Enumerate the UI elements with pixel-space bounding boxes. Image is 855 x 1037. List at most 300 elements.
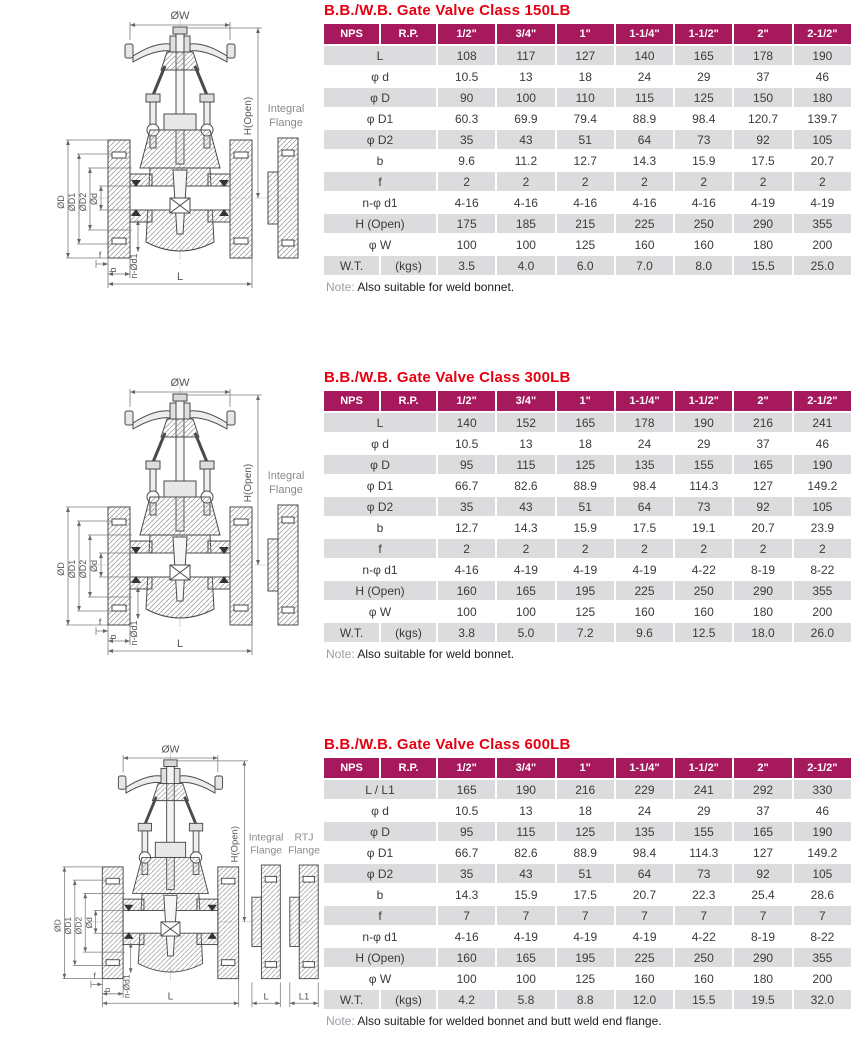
spec-row bbox=[324, 969, 851, 988]
spec-value: 355 bbox=[794, 581, 851, 600]
integral-flange-label-line2: Flange bbox=[250, 845, 283, 857]
spec-value: 160 bbox=[675, 235, 732, 254]
row-label: W.T. bbox=[324, 256, 379, 275]
spec-table-150lb bbox=[322, 22, 853, 277]
col-header-nps: NPS bbox=[324, 24, 379, 44]
spec-row bbox=[324, 602, 851, 621]
spec-value: 4-16 bbox=[616, 193, 673, 212]
row-label: L bbox=[324, 413, 436, 432]
spec-value: 4-22 bbox=[675, 560, 732, 579]
spec-row bbox=[324, 801, 851, 820]
spec-value: 120.7 bbox=[734, 109, 791, 128]
integral-flange-label-line2: Flange bbox=[269, 117, 303, 129]
spec-value: 2 bbox=[616, 172, 673, 191]
spec-value: 95 bbox=[438, 455, 495, 474]
spec-value: 19.5 bbox=[734, 990, 791, 1009]
spec-value: 100 bbox=[438, 602, 495, 621]
dim-label-nod1: n-Ød1 bbox=[129, 253, 139, 279]
dim-label-od2: ØD2 bbox=[78, 559, 88, 579]
row-label: L / L1 bbox=[324, 780, 436, 799]
spec-value: 160 bbox=[616, 235, 673, 254]
col-header-size: 3/4" bbox=[497, 391, 554, 411]
rtj-flange-view bbox=[290, 865, 318, 979]
spec-value: 14.3 bbox=[616, 151, 673, 170]
spec-value: 13 bbox=[497, 434, 554, 453]
spec-value: 4-19 bbox=[557, 560, 614, 579]
spec-value: 92 bbox=[734, 130, 791, 149]
spec-value: 160 bbox=[438, 581, 495, 600]
spec-value: 250 bbox=[675, 948, 732, 967]
spec-value: 135 bbox=[616, 455, 673, 474]
spec-value: 15.9 bbox=[497, 885, 554, 904]
spec-row bbox=[324, 822, 851, 841]
spec-row bbox=[324, 455, 851, 474]
dim-label-f: f bbox=[93, 970, 96, 981]
row-label: W.T. bbox=[324, 990, 379, 1009]
spec-value: 125 bbox=[675, 88, 732, 107]
row-label: φ d bbox=[324, 801, 436, 820]
spec-value: 79.4 bbox=[557, 109, 614, 128]
spec-value: 4.2 bbox=[438, 990, 495, 1009]
dim-label-l: L bbox=[167, 991, 174, 1003]
spec-value: 4.0 bbox=[497, 256, 554, 275]
spec-value: 4-19 bbox=[497, 927, 554, 946]
spec-value: 125 bbox=[557, 455, 614, 474]
spec-value: 26.0 bbox=[794, 623, 851, 642]
spec-row bbox=[324, 214, 851, 233]
spec-row bbox=[324, 539, 851, 558]
spec-value: 7 bbox=[675, 906, 732, 925]
dim-label-l1-rtj: L1 bbox=[298, 991, 310, 1003]
spec-value: 2 bbox=[734, 172, 791, 191]
spec-value: 250 bbox=[675, 581, 732, 600]
dim-label-od2: ØD2 bbox=[78, 192, 88, 212]
spec-value: 165 bbox=[675, 46, 732, 65]
spec-value: 216 bbox=[557, 780, 614, 799]
spec-value: 125 bbox=[557, 822, 614, 841]
spec-table-header-row bbox=[324, 391, 851, 411]
spec-value: 4-19 bbox=[616, 927, 673, 946]
spec-value: 160 bbox=[438, 948, 495, 967]
spec-value: 100 bbox=[497, 602, 554, 621]
valve-assembly bbox=[63, 749, 254, 1007]
note-label: Note: bbox=[326, 647, 355, 661]
spec-value: 155 bbox=[675, 822, 732, 841]
spec-value: 216 bbox=[734, 413, 791, 432]
spec-value: 15.5 bbox=[675, 990, 732, 1009]
spec-value: 100 bbox=[497, 88, 554, 107]
spec-value: 23.9 bbox=[794, 518, 851, 537]
spec-value: 15.9 bbox=[557, 518, 614, 537]
spec-value: 8.8 bbox=[557, 990, 614, 1009]
spec-row bbox=[324, 413, 851, 432]
spec-value: 178 bbox=[616, 413, 673, 432]
spec-value: 127 bbox=[734, 843, 791, 862]
integral-flange-label-line2: Flange bbox=[269, 484, 303, 496]
spec-value: 37 bbox=[734, 801, 791, 820]
spec-row bbox=[324, 581, 851, 600]
spec-value: 114.3 bbox=[675, 476, 732, 495]
spec-value: 10.5 bbox=[438, 434, 495, 453]
spec-row bbox=[324, 172, 851, 191]
spec-value: 155 bbox=[675, 455, 732, 474]
dim-label-odsmall: Ød bbox=[89, 192, 99, 206]
spec-value: 4-16 bbox=[438, 560, 495, 579]
spec-value: 35 bbox=[438, 864, 495, 883]
spec-value: 2 bbox=[438, 539, 495, 558]
col-header-size: 3/4" bbox=[497, 24, 554, 44]
spec-value: 7 bbox=[734, 906, 791, 925]
row-label: φ D1 bbox=[324, 476, 436, 495]
spec-row bbox=[324, 476, 851, 495]
spec-value: 330 bbox=[794, 780, 851, 799]
dim-label-od: ØD bbox=[56, 562, 66, 576]
spec-value: 165 bbox=[497, 948, 554, 967]
spec-value: 105 bbox=[794, 130, 851, 149]
col-header-size: 2" bbox=[734, 24, 791, 44]
dim-label-l: L bbox=[176, 271, 184, 283]
spec-value: 18 bbox=[557, 434, 614, 453]
spec-value: 11.2 bbox=[497, 151, 554, 170]
spec-value: 19.1 bbox=[675, 518, 732, 537]
spec-value: 190 bbox=[497, 780, 554, 799]
col-header-size: 1/2" bbox=[438, 758, 495, 778]
row-label-unit: (kgs) bbox=[381, 256, 436, 275]
table-note-300lb bbox=[326, 647, 853, 661]
spec-value: 127 bbox=[557, 46, 614, 65]
spec-value: 190 bbox=[794, 46, 851, 65]
spec-value: 2 bbox=[616, 539, 673, 558]
table-area-300lb bbox=[322, 367, 855, 661]
note-label: Note: bbox=[326, 280, 355, 294]
spec-value: 8-22 bbox=[794, 927, 851, 946]
spec-value: 140 bbox=[616, 46, 673, 65]
row-label: φ D bbox=[324, 822, 436, 841]
spec-row bbox=[324, 843, 851, 862]
spec-value: 160 bbox=[616, 602, 673, 621]
spec-row bbox=[324, 864, 851, 883]
spec-value: 5.8 bbox=[497, 990, 554, 1009]
row-label-unit: (kgs) bbox=[381, 623, 436, 642]
spec-value: 125 bbox=[557, 235, 614, 254]
dim-label-hopen: H(Open) bbox=[243, 463, 254, 503]
spec-value: 29 bbox=[675, 434, 732, 453]
spec-value: 46 bbox=[794, 434, 851, 453]
spec-value: 149.2 bbox=[794, 476, 851, 495]
spec-value: 12.7 bbox=[557, 151, 614, 170]
spec-value: 355 bbox=[794, 948, 851, 967]
spec-value: 115 bbox=[616, 88, 673, 107]
spec-value: 37 bbox=[734, 67, 791, 86]
col-header-size: 2-1/2" bbox=[794, 24, 851, 44]
spec-value: 355 bbox=[794, 214, 851, 233]
spec-value: 43 bbox=[497, 130, 554, 149]
spec-value: 29 bbox=[675, 67, 732, 86]
spec-value: 9.6 bbox=[438, 151, 495, 170]
row-label: φ W bbox=[324, 969, 436, 988]
spec-value: 190 bbox=[675, 413, 732, 432]
spec-value: 4-16 bbox=[557, 193, 614, 212]
col-header-size: 1-1/4" bbox=[616, 758, 673, 778]
spec-value: 149.2 bbox=[794, 843, 851, 862]
dim-label-f: f bbox=[98, 617, 102, 627]
spec-value: 2 bbox=[557, 172, 614, 191]
spec-value: 4-16 bbox=[438, 927, 495, 946]
dim-label-od1: ØD1 bbox=[63, 916, 74, 935]
spec-value: 2 bbox=[794, 172, 851, 191]
spec-value: 4-19 bbox=[497, 560, 554, 579]
spec-value: 14.3 bbox=[438, 885, 495, 904]
spec-value: 12.5 bbox=[675, 623, 732, 642]
spec-value: 117 bbox=[497, 46, 554, 65]
spec-value: 190 bbox=[794, 822, 851, 841]
row-label: φ W bbox=[324, 602, 436, 621]
row-label: φ D2 bbox=[324, 497, 436, 516]
section-class-300lb bbox=[0, 367, 855, 734]
spec-value: 88.9 bbox=[557, 843, 614, 862]
spec-row bbox=[324, 193, 851, 212]
spec-value: 225 bbox=[616, 214, 673, 233]
spec-value: 115 bbox=[497, 822, 554, 841]
spec-table-300lb bbox=[322, 389, 853, 644]
row-label: f bbox=[324, 172, 436, 191]
spec-value: 82.6 bbox=[497, 476, 554, 495]
valve-drawing-600lb bbox=[0, 740, 322, 1032]
spec-value: 32.0 bbox=[794, 990, 851, 1009]
spec-value: 7.0 bbox=[616, 256, 673, 275]
spec-value: 64 bbox=[616, 864, 673, 883]
spec-value: 200 bbox=[794, 602, 851, 621]
row-label: W.T. bbox=[324, 623, 379, 642]
spec-value: 105 bbox=[794, 864, 851, 883]
spec-value: 66.7 bbox=[438, 843, 495, 862]
spec-row bbox=[324, 780, 851, 799]
spec-value: 98.4 bbox=[675, 109, 732, 128]
dim-label-b: b bbox=[101, 987, 112, 993]
spec-value: 14.3 bbox=[497, 518, 554, 537]
spec-value: 4-19 bbox=[734, 193, 791, 212]
spec-value: 73 bbox=[675, 130, 732, 149]
table-title-300lb: B.B./W.B. Gate Valve Class 300LB bbox=[324, 369, 571, 386]
spec-value: 29 bbox=[675, 801, 732, 820]
spec-value: 43 bbox=[497, 864, 554, 883]
spec-value: 180 bbox=[734, 602, 791, 621]
row-label: b bbox=[324, 518, 436, 537]
dim-label-od2: ØD2 bbox=[73, 916, 84, 935]
spec-value: 4-16 bbox=[675, 193, 732, 212]
row-label: φ D1 bbox=[324, 109, 436, 128]
spec-value: 150 bbox=[734, 88, 791, 107]
spec-value: 180 bbox=[734, 235, 791, 254]
spec-value: 92 bbox=[734, 864, 791, 883]
spec-value: 2 bbox=[497, 172, 554, 191]
dim-label-l: L bbox=[176, 638, 184, 650]
integral-flange-view bbox=[268, 505, 298, 625]
spec-value: 110 bbox=[557, 88, 614, 107]
spec-value: 7 bbox=[616, 906, 673, 925]
spec-value: 7.2 bbox=[557, 623, 614, 642]
valve-assembly bbox=[66, 16, 268, 288]
spec-row bbox=[324, 927, 851, 946]
col-header-size: 1/2" bbox=[438, 391, 495, 411]
spec-row bbox=[324, 885, 851, 904]
table-area-600lb bbox=[322, 734, 855, 1028]
spec-value: 7 bbox=[438, 906, 495, 925]
spec-value: 51 bbox=[557, 130, 614, 149]
spec-value: 60.3 bbox=[438, 109, 495, 128]
spec-table-header-row bbox=[324, 24, 851, 44]
spec-value: 2 bbox=[557, 539, 614, 558]
spec-row bbox=[324, 130, 851, 149]
spec-value: 8-19 bbox=[734, 560, 791, 579]
spec-value: 17.5 bbox=[734, 151, 791, 170]
spec-value: 4-16 bbox=[438, 193, 495, 212]
spec-value: 12.0 bbox=[616, 990, 673, 1009]
section-class-150lb bbox=[0, 0, 855, 367]
dim-label-nod1: n-Ød1 bbox=[121, 974, 132, 999]
spec-value: 90 bbox=[438, 88, 495, 107]
spec-table-header-row bbox=[324, 758, 851, 778]
spec-value: 160 bbox=[675, 602, 732, 621]
row-label: b bbox=[324, 885, 436, 904]
col-header-size: 1-1/2" bbox=[675, 758, 732, 778]
spec-value: 165 bbox=[497, 581, 554, 600]
dim-label-od1: ØD1 bbox=[67, 559, 77, 579]
col-header-size: 1-1/2" bbox=[675, 391, 732, 411]
spec-value: 3.5 bbox=[438, 256, 495, 275]
integral-flange-label-line1: Integral bbox=[248, 832, 284, 844]
row-label: φ D2 bbox=[324, 864, 436, 883]
col-header-rp: R.P. bbox=[381, 391, 436, 411]
dim-label-hopen: H(Open) bbox=[229, 826, 241, 863]
integral-flange-label-line1: Integral bbox=[267, 470, 305, 482]
drawing-150lb bbox=[0, 0, 322, 303]
spec-value: 17.5 bbox=[557, 885, 614, 904]
row-label: H (Open) bbox=[324, 214, 436, 233]
spec-value: 28.6 bbox=[794, 885, 851, 904]
spec-row bbox=[324, 497, 851, 516]
spec-value: 215 bbox=[557, 214, 614, 233]
col-header-size: 2-1/2" bbox=[794, 758, 851, 778]
spec-value: 250 bbox=[675, 214, 732, 233]
row-label: φ D1 bbox=[324, 843, 436, 862]
col-header-size: 1-1/4" bbox=[616, 391, 673, 411]
note-text: Also suitable for weld bonnet. bbox=[357, 280, 515, 294]
spec-value: 17.5 bbox=[616, 518, 673, 537]
valve-drawing-150lb bbox=[0, 6, 322, 298]
spec-row bbox=[324, 235, 851, 254]
spec-value: 13 bbox=[497, 67, 554, 86]
spec-value: 82.6 bbox=[497, 843, 554, 862]
spec-value: 95 bbox=[438, 822, 495, 841]
row-label: n-φ d1 bbox=[324, 560, 436, 579]
valve-assembly bbox=[66, 383, 268, 655]
row-label: φ D bbox=[324, 88, 436, 107]
spec-value: 160 bbox=[675, 969, 732, 988]
spec-value: 100 bbox=[497, 969, 554, 988]
spec-value: 100 bbox=[497, 235, 554, 254]
spec-value: 9.6 bbox=[616, 623, 673, 642]
spec-value: 114.3 bbox=[675, 843, 732, 862]
spec-value: 2 bbox=[734, 539, 791, 558]
spec-value: 6.0 bbox=[557, 256, 614, 275]
table-title-150lb: B.B./W.B. Gate Valve Class 150LB bbox=[324, 2, 571, 19]
col-header-size: 2" bbox=[734, 391, 791, 411]
row-label: L bbox=[324, 46, 436, 65]
spec-value: 46 bbox=[794, 801, 851, 820]
table-area-150lb bbox=[322, 0, 855, 294]
row-label: H (Open) bbox=[324, 581, 436, 600]
spec-value: 92 bbox=[734, 497, 791, 516]
spec-row bbox=[324, 67, 851, 86]
spec-value: 98.4 bbox=[616, 843, 673, 862]
spec-value: 20.7 bbox=[734, 518, 791, 537]
spec-value: 2 bbox=[438, 172, 495, 191]
spec-value: 165 bbox=[438, 780, 495, 799]
integral-flange-label-line1: Integral bbox=[267, 103, 305, 115]
spec-value: 139.7 bbox=[794, 109, 851, 128]
spec-value: 12.7 bbox=[438, 518, 495, 537]
spec-value: 20.7 bbox=[794, 151, 851, 170]
spec-value: 125 bbox=[557, 602, 614, 621]
spec-value: 66.7 bbox=[438, 476, 495, 495]
spec-value: 25.0 bbox=[794, 256, 851, 275]
row-label: n-φ d1 bbox=[324, 927, 436, 946]
spec-value: 8.0 bbox=[675, 256, 732, 275]
spec-value: 225 bbox=[616, 581, 673, 600]
row-label: f bbox=[324, 539, 436, 558]
col-header-size: 2" bbox=[734, 758, 791, 778]
table-note-150lb bbox=[326, 280, 853, 294]
spec-value: 241 bbox=[675, 780, 732, 799]
spec-row bbox=[324, 623, 851, 642]
col-header-size: 1" bbox=[557, 24, 614, 44]
note-label: Note: bbox=[326, 1014, 355, 1028]
col-header-size: 1-1/2" bbox=[675, 24, 732, 44]
spec-value: 190 bbox=[794, 455, 851, 474]
dim-label-ow: ØW bbox=[170, 10, 190, 22]
spec-value: 64 bbox=[616, 497, 673, 516]
spec-value: 8-19 bbox=[734, 927, 791, 946]
col-header-size: 3/4" bbox=[497, 758, 554, 778]
spec-value: 200 bbox=[794, 969, 851, 988]
col-header-rp: R.P. bbox=[381, 758, 436, 778]
row-label: φ d bbox=[324, 434, 436, 453]
row-label: n-φ d1 bbox=[324, 193, 436, 212]
integral-flange-view bbox=[268, 138, 298, 258]
spec-value: 10.5 bbox=[438, 801, 495, 820]
dim-label-ow: ØW bbox=[170, 377, 190, 389]
spec-row bbox=[324, 990, 851, 1009]
spec-value: 140 bbox=[438, 413, 495, 432]
spec-row bbox=[324, 88, 851, 107]
spec-value: 24 bbox=[616, 67, 673, 86]
spec-row bbox=[324, 256, 851, 275]
spec-value: 290 bbox=[734, 214, 791, 233]
spec-row bbox=[324, 906, 851, 925]
spec-value: 15.9 bbox=[675, 151, 732, 170]
spec-value: 51 bbox=[557, 497, 614, 516]
dim-label-l-integral: L bbox=[263, 991, 269, 1003]
spec-value: 22.3 bbox=[675, 885, 732, 904]
col-header-rp: R.P. bbox=[381, 24, 436, 44]
spec-value: 165 bbox=[734, 455, 791, 474]
spec-value: 3.8 bbox=[438, 623, 495, 642]
row-label: φ D bbox=[324, 455, 436, 474]
spec-value: 178 bbox=[734, 46, 791, 65]
integral-flange-view bbox=[252, 865, 280, 979]
row-label: φ d bbox=[324, 67, 436, 86]
